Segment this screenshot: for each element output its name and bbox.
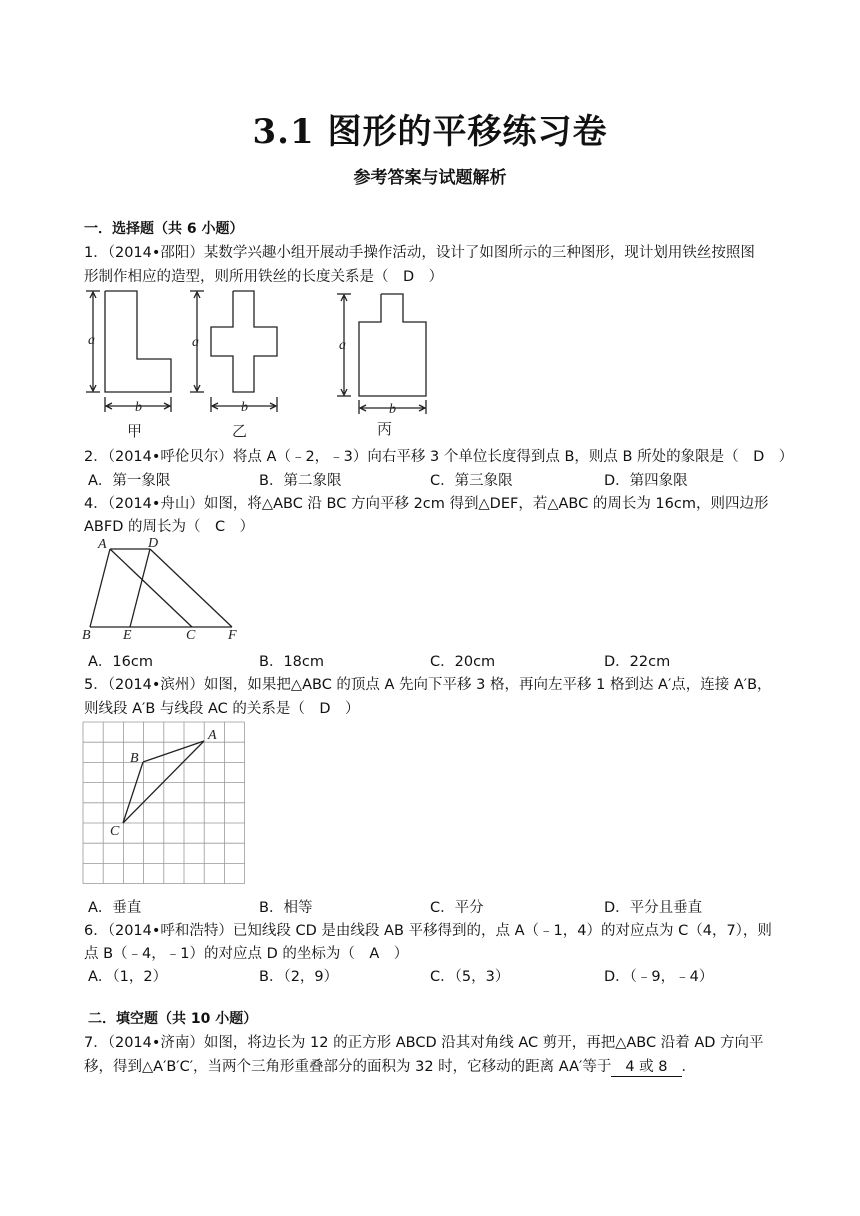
question-6-option-a: A．（1，2） <box>88 969 168 985</box>
section-heading-choice: 一．选择题（共 6 小题） <box>84 221 244 237</box>
point-label-f: F <box>228 628 237 643</box>
section-heading-fill: 二．填空题（共 10 小题） <box>88 1011 258 1027</box>
point-label-b: B <box>130 751 139 766</box>
point-label-a: A <box>208 728 217 743</box>
question-5-option-a: A．垂直 <box>88 900 142 916</box>
caption-bing: 丙 <box>377 422 393 438</box>
shape-bing <box>359 294 426 396</box>
question-2-option-a: A．第一象限 <box>88 473 171 489</box>
point-label-c: C <box>186 628 196 643</box>
question-6-option-b: B．（2，9） <box>259 969 339 985</box>
shape-jia <box>105 291 171 392</box>
question-4-option-d: D．22cm <box>604 654 671 670</box>
question-5-option-d: D．平分且垂直 <box>604 900 703 916</box>
question-7-answer: 4 或 8 <box>611 1059 681 1077</box>
question-4-text-cont: ABFD 的周长为（ C ） <box>84 519 255 535</box>
label-b: b <box>389 402 396 417</box>
question-2-text: 2．（2014•呼伦贝尔）将点 A（﹣2，﹣3）向右平移 3 个单位长度得到点 B，则点 B 所处的象限是（ D ） <box>84 449 794 465</box>
label-b: b <box>135 400 142 415</box>
label-a: a <box>192 335 199 350</box>
caption-jia: 甲 <box>127 424 143 440</box>
point-label-c: C <box>110 824 120 839</box>
question-6-option-d: D．（﹣9，﹣4） <box>604 969 714 985</box>
question-7-text-suffix: ． <box>681 1059 697 1075</box>
shape-yi <box>211 291 277 392</box>
question-5-grid-figure <box>82 721 248 887</box>
point-label-e: E <box>123 628 132 643</box>
label-b: b <box>241 400 248 415</box>
label-a: a <box>339 338 346 353</box>
question-4-option-c: C．20cm <box>430 654 496 670</box>
question-5-text-cont: 则线段 A′B 与线段 AC 的关系是（ D ） <box>84 701 360 717</box>
question-5-option-c: C．平分 <box>430 900 484 916</box>
page-subtitle: 参考答案与试题解析 <box>353 168 507 188</box>
question-4-text: 4．（2014•舟山）如图，将△ABC 沿 BC 方向平移 2cm 得到△DEF，若△ABC 的周长为 16cm，则四边形 <box>84 496 769 512</box>
question-6-text-cont: 点 B（﹣4，﹣1）的对应点 D 的坐标为（ A ） <box>84 946 409 962</box>
point-label-a: A <box>98 537 107 552</box>
caption-yi: 乙 <box>232 424 248 440</box>
label-a: a <box>88 333 95 348</box>
question-6-text: 6．（2014•呼和浩特）已知线段 CD 是由线段 AB 平移得到的，点 A（﹣1，4）的对应点为 C（4，7），则 <box>84 923 772 939</box>
question-4-option-a: A．16cm <box>88 654 153 670</box>
grid-lines <box>83 722 245 884</box>
question-7-text-cont <box>84 1055 696 1077</box>
point-label-d: D <box>148 536 159 551</box>
question-4-option-b: B．18cm <box>259 654 324 670</box>
page-title: 3.1 图形的平移练习卷 <box>252 112 608 152</box>
point-label-b: B <box>82 628 91 643</box>
question-5-text: 5．（2014•滨州）如图，如果把△ABC 的顶点 A 先向下平移 3 格，再向左平移 1 格到达 A′点，连接 A′B， <box>84 677 772 693</box>
question-6-option-c: C．（5，3） <box>430 969 510 985</box>
question-1-text: 1．（2014•邵阳）某数学兴趣小组开展动手操作活动，设计了如图所示的三种图形，现计划用铁丝按照图 <box>84 245 755 261</box>
question-7-text-prefix: 移，得到△A′B′C′，当两个三角形重叠部分的面积为 32 时，它移动的距离 AA′等于 <box>84 1059 612 1075</box>
question-4-figure <box>78 535 248 645</box>
question-1-text-cont: 形制作相应的造型，则所用铁丝的长度关系是（ D ） <box>84 269 444 285</box>
question-5-option-b: B．相等 <box>259 900 313 916</box>
question-2-option-c: C．第三象限 <box>430 473 513 489</box>
question-1-figure <box>80 284 460 442</box>
question-7-text: 7．（2014•济南）如图，将边长为 12 的正方形 ABCD 沿其对角线 AC 剪开，再把△ABC 沿着 AD 方向平 <box>84 1035 764 1051</box>
question-2-option-d: D．第四象限 <box>604 473 688 489</box>
question-2-option-b: B．第二象限 <box>259 473 342 489</box>
